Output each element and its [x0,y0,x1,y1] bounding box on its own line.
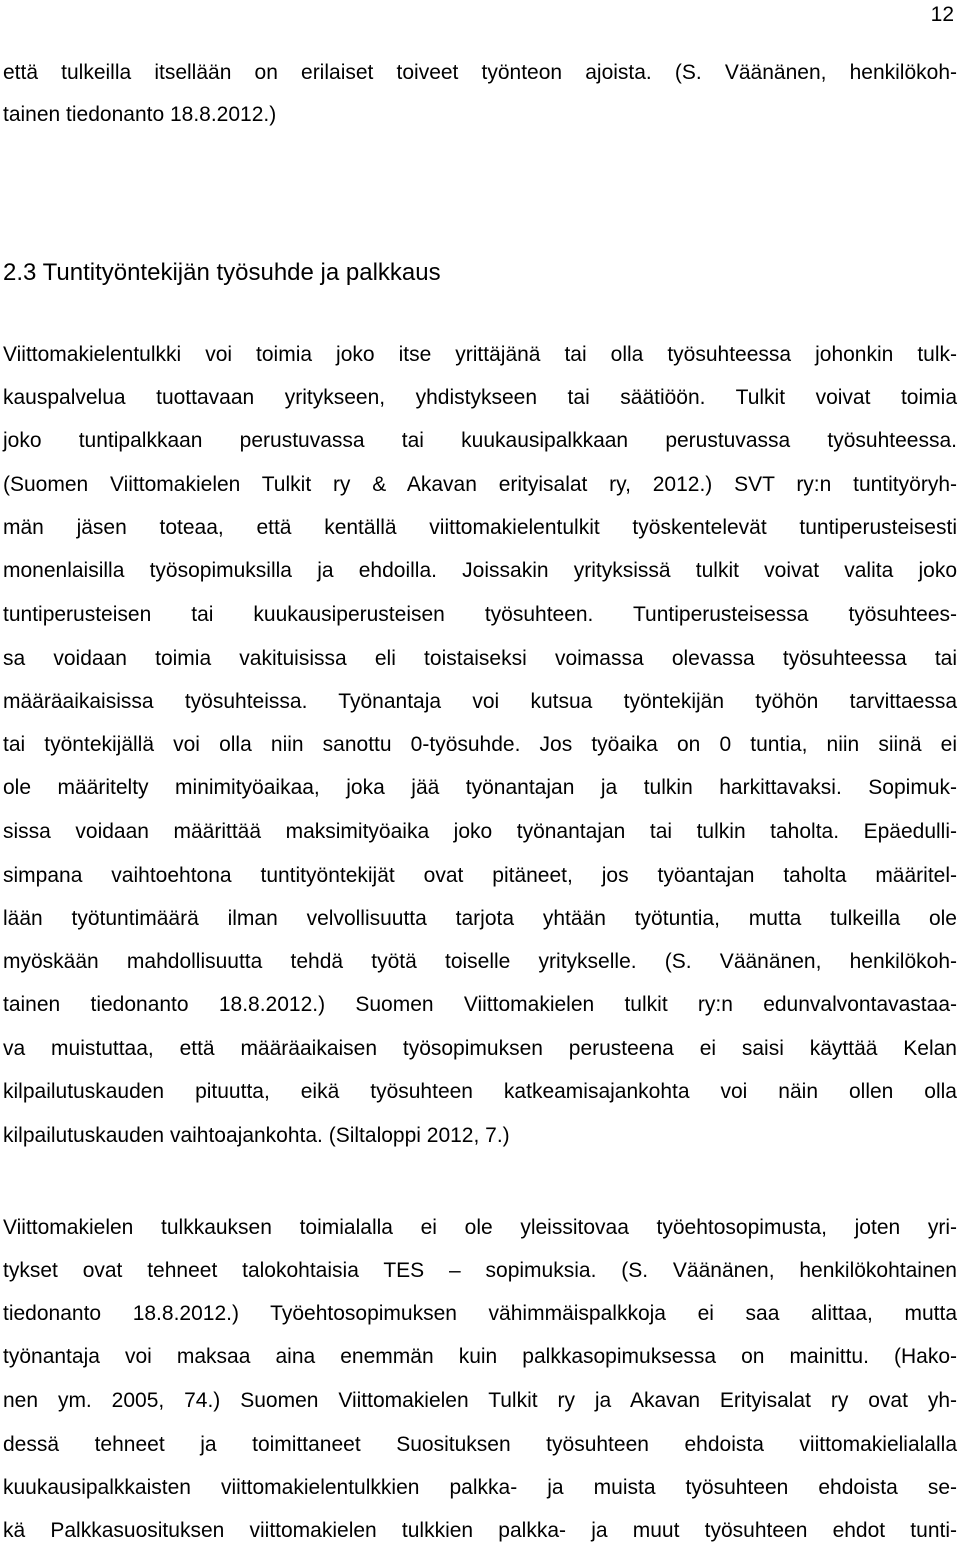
paragraph-line: Viittomakielen tulkkauksen toimialalla ei ole yleissitovaa työehtosopimusta, joten yri- [3,1216,957,1239]
paragraph-line: sissa voidaan määrittää maksimityöaika joko työnantajan tai tulkin taholta. Epäedulli- [3,820,957,843]
paragraph-line: tai työntekijällä voi olla niin sanottu 0-työsuhde. Jos työaika on 0 tuntia, niin siinä ei [3,733,957,756]
paragraph-line: työnantaja voi maksaa aina enemmän kuin palkkasopimuksessa on mainittu. (Hako- [3,1345,957,1368]
paragraph-line: (Suomen Viittomakielen Tulkit ry & Akavan erityisalat ry, 2012.) SVT ry:n tuntityöryh- [3,473,957,496]
paragraph-line: tainen tiedonanto 18.8.2012.) Suomen Viittomakielen tulkit ry:n edunvalvontavastaa- [3,993,957,1016]
paragraph-line: tuntiperusteisen tai kuukausiperusteisen työsuhteen. Tuntiperusteisessa työsuhtees- [3,603,957,626]
paragraph-line: kilpailutuskauden pituutta, eikä työsuhteen katkeamisajankohta voi näin ollen olla [3,1080,957,1103]
paragraph-line: dessä tehneet ja toimittaneet Suosituksen työsuhteen ehdoista viittomakielialalla [3,1433,957,1456]
paragraph-line: määräaikaisissa työsuhteissa. Työnantaja voi kutsua työntekijän työhön tarvittaessa [3,690,957,713]
paragraph-line: kä Palkkasuosituksen viittomakielen tulkkien palkka- ja muut työsuhteen ehdot tunti- [3,1519,957,1542]
paragraph-line: sa voidaan toimia vakituisissa eli toistaiseksi voimassa olevassa työsuhteessa tai [3,647,957,670]
paragraph-line: myöskään mahdollisuutta tehdä työtä toiselle yritykselle. (S. Väänänen, henkilökoh- [3,950,957,973]
paragraph-line: Viittomakielentulkki voi toimia joko itse yrittäjänä tai olla työsuhteessa johonkin tulk- [3,343,957,366]
paragraph-line: män jäsen toteaa, että kentällä viittomakielentulkit työskentelevät tuntiperusteisesti [3,516,957,539]
paragraph-line: lään työtuntimäärä ilman velvollisuutta tarjota yhtään työtuntia, mutta tulkeilla ole [3,907,957,930]
paragraph-line: simpana vaihtoehtona tuntityöntekijät ovat pitäneet, jos työantajan taholta määritel- [3,864,957,887]
paragraph-line: va muistuttaa, että määräaikaisen työsopimuksen perusteena ei saisi käyttää Kelan [3,1037,957,1060]
paragraph-line: kuukausipalkkaisten viittomakielentulkkien palkka- ja muista työsuhteen ehdoista se- [3,1476,957,1499]
paragraph-line: monenlaisilla työsopimuksilla ja ehdoilla. Joissakin yrityksissä tulkit voivat valita joko [3,559,957,582]
paragraph-line: että tulkeilla itsellään on erilaiset toiveet työnteon ajoista. (S. Väänänen, henkilökoh- [3,61,957,84]
paragraph-line: tainen tiedonanto 18.8.2012.) [3,103,277,126]
paragraph-line: kauspalvelua tuottavaan yritykseen, yhdistykseen tai säätiöön. Tulkit voivat toimia [3,386,957,409]
section-heading: 2.3 Tuntityöntekijän työsuhde ja palkkaus [3,259,441,286]
paragraph-line: tykset ovat tehneet talokohtaisia TES – sopimuksia. (S. Väänänen, henkilökohtainen [3,1259,957,1282]
paragraph-line: kilpailutuskauden vaihtoajankohta. (Siltaloppi 2012, 7.) [3,1124,510,1147]
paragraph-line: tiedonanto 18.8.2012.) Työehtosopimuksen vähimmäispalkkoja ei saa alittaa, mutta [3,1302,957,1325]
paragraph-line: joko tuntipalkkaan perustuvassa tai kuukausipalkkaan perustuvassa työsuhteessa. [3,429,957,452]
paragraph-line: nen ym. 2005, 74.) Suomen Viittomakielen Tulkit ry ja Akavan Erityisalat ry ovat yh- [3,1389,957,1412]
paragraph-line: ole määritelty minimityöaikaa, joka jää työnantajan ja tulkin harkittavaksi. Sopimuk- [3,776,957,799]
page-number: 12 [930,3,954,26]
